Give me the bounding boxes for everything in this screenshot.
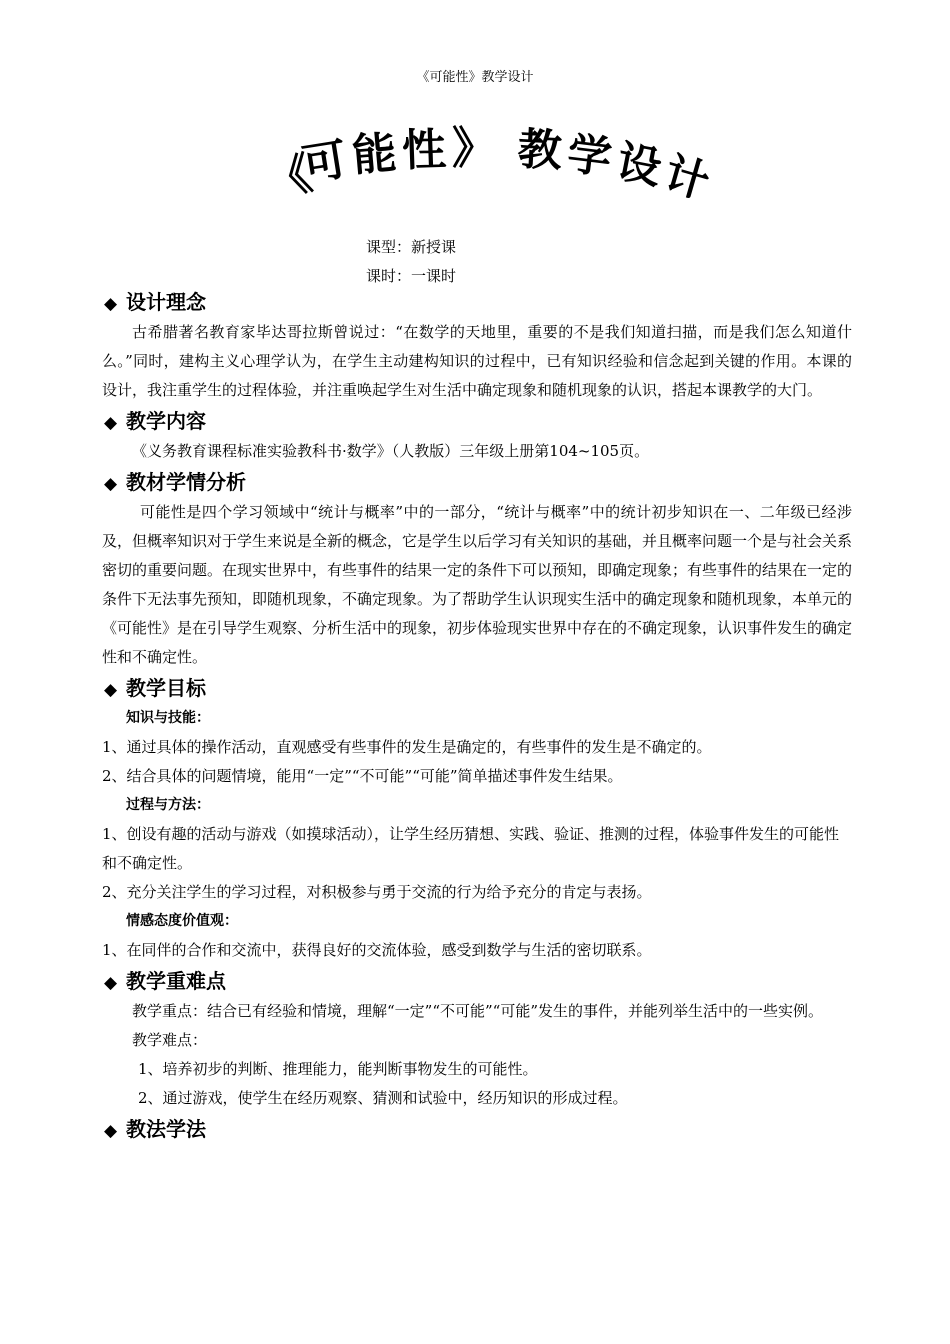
diamond-icon: ◆ xyxy=(104,294,118,314)
section-heading: ◆ 教学内容 xyxy=(104,405,852,437)
diamond-icon: ◆ xyxy=(104,413,118,433)
diamond-icon: ◆ xyxy=(104,474,118,494)
page-title xyxy=(261,112,746,209)
section-heading: ◆ 教法学法 xyxy=(104,1113,852,1145)
diamond-icon: ◆ xyxy=(104,973,118,993)
title-char: 可 xyxy=(298,133,351,192)
title-char: 学 xyxy=(564,128,615,185)
section-heading: ◆ 教学重难点 xyxy=(104,965,852,997)
list-item: 2、通过游戏，使学生在经历观察、猜测和试验中，经历知识的形成过程。 xyxy=(138,1089,628,1107)
section-heading: ◆ 教材学情分析 xyxy=(104,466,852,498)
analysis-text: 可能性是四个学习领域中“统计与概率”中的一部分，“统计与概率”中的统计初步知识在一、二年级已经涉及，但概率知识对于学生来说是全新的概念，它是学生以后学习有关知识的基础，并且概率问题一个是与社会关系密切的重要问题。在现实世界中，有些事件的结果一定的条件下可以预知，即确定现象；有些事件的结果在一定的条件下无法事先预知，即随机现象，不确定现象。为了帮助学生认识现实生活中的确定现象和随机现象，本单元的《可能性》是在引导学生观察、分析生活中的现象，初步体验现实世界中存在的不确定现象，认识事件发生的确定性和不确定性。 xyxy=(102,503,853,666)
section-heading: ◆ 设计理念 xyxy=(104,286,852,318)
title-char: 性 xyxy=(401,124,448,177)
subheading-knowledge: 知识与技能： xyxy=(126,710,210,726)
lesson-type: 课型：新授课 xyxy=(366,238,457,256)
difficulty-label: 教学难点： xyxy=(132,1031,208,1049)
content-text: 《义务教育课程标准实验教科书·数学》（人教版）三年级上册第104~105页。 xyxy=(132,442,650,460)
list-item: 1、在同伴的合作和交流中，获得良好的交流体验，感受到数学与生活的密切联系。 xyxy=(102,941,652,959)
section-heading: ◆ 教学目标 xyxy=(104,672,852,704)
title-char: 教 xyxy=(516,123,564,178)
list-item: 1、创设有趣的活动与游戏（如摸球活动），让学生经历猜想、实践、验证、推测的过程，体验事件发生的可能性和不确定性。 xyxy=(102,825,840,872)
diamond-icon: ◆ xyxy=(104,680,118,700)
design-concept-text: 古希腊著名教育家毕达哥拉斯曾说过：“在数学的天地里，重要的不是我们知道扫描，而是我们怎么知道什么。”同时，建构主义心理学认为，在学生主动建构知识的过程中，已有知识经验和信念起到关键的作用。本课的设计，我注重学生的过程体验，并注重唤起学生对生活中确定现象和随机现象的认识，搭起本课教学的大门。 xyxy=(102,323,852,399)
title-char: 设 xyxy=(612,136,666,195)
running-header: 《可能性》教学设计 xyxy=(416,70,534,85)
document-body xyxy=(102,286,852,1145)
list-item: 2、充分关注学生的学习过程，对积极参与勇于交流的行为给予充分的肯定与表扬。 xyxy=(102,883,652,901)
list-item: 2、结合具体的问题情境，能用“一定”“不可能”“可能”简单描述事件发生结果。 xyxy=(102,767,623,785)
subheading-attitude: 情感态度价值观： xyxy=(126,913,238,929)
teaching-focus-text: 教学重点：结合已有经验和情境，理解“一定”“不可能”“可能”发生的事件，并能列举生活中的一些实例。 xyxy=(132,1002,824,1020)
list-item: 1、通过具体的操作活动，直观感受有些事件的发生是确定的，有些事件的发生是不确定的。 xyxy=(102,738,712,756)
title-char: 》 xyxy=(452,123,496,174)
subheading-process: 过程与方法： xyxy=(126,797,210,813)
diamond-icon: ◆ xyxy=(104,1121,118,1141)
title-char: 能 xyxy=(350,127,399,182)
title-char: 计 xyxy=(658,147,715,209)
title-char: 《 xyxy=(261,148,317,209)
lesson-hours: 课时：一课时 xyxy=(366,267,457,285)
list-item: 1、培养初步的判断、推理能力，能判断事物发生的可能性。 xyxy=(138,1060,538,1078)
